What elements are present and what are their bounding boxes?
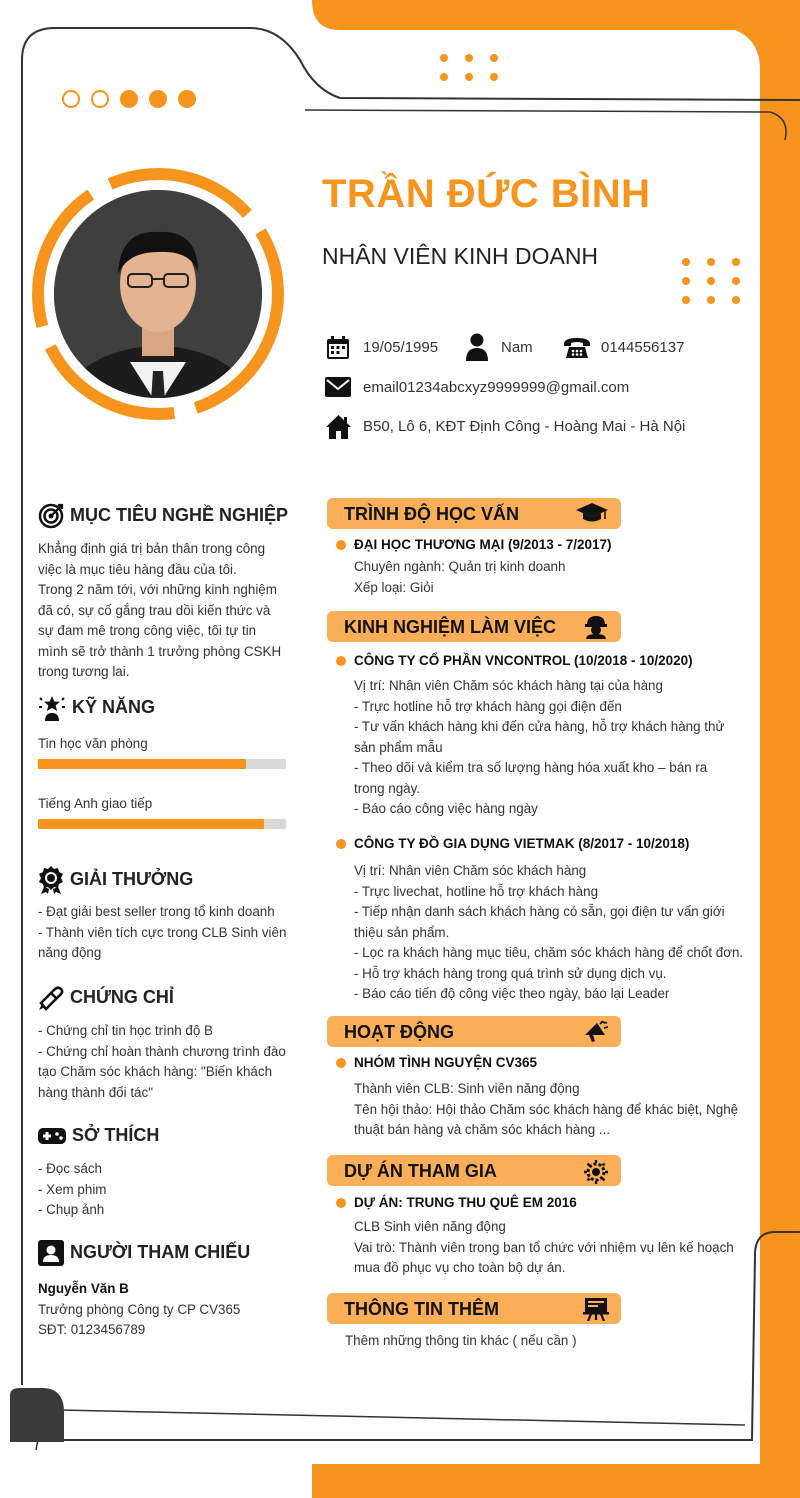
skill-bar-fill (38, 819, 264, 829)
certificates-text (38, 1021, 293, 1103)
skill-bar (38, 819, 286, 829)
project-line: CLB Sinh viên năng động (354, 1219, 506, 1234)
gear-brain-icon (583, 1159, 609, 1185)
objective-line: đã có, sự cố gắng trau dồi kiến thức và (38, 602, 271, 618)
worker-icon (583, 615, 609, 639)
objective-line: mình sẽ trở thành 1 trưởng phòng CSKH (38, 643, 282, 659)
hobby-line: - Đọc sách (38, 1161, 102, 1176)
experience-section-header (327, 611, 621, 642)
person-icon (466, 333, 488, 361)
reference-title: NGƯỜI THAM CHIẾU (70, 1241, 251, 1262)
envelope-icon (325, 377, 351, 397)
certificate-line: - Chứng chỉ hoàn thành chương trình đào (38, 1043, 286, 1059)
activity-line: thuật bán hàng và chăm sóc khách hàng ... (354, 1122, 611, 1137)
presentation-board-icon (583, 1297, 609, 1321)
certificate-line: - Chứng chỉ tin học trình độ B (38, 1023, 213, 1038)
certificate-line: hàng thành đối tác" (38, 1084, 153, 1100)
activities-title: HOẠT ĐỘNG (344, 1022, 454, 1042)
awards-title: GIẢI THƯỞNG (70, 868, 194, 889)
job-line: thiệu sản phẩm. (354, 924, 450, 940)
star-person-icon (38, 695, 66, 721)
awards-text (38, 902, 293, 964)
objective-line: việc là mục tiêu hàng đầu của tôi. (38, 561, 237, 577)
job-entry-title: CÔNG TY CỔ PHẦN VNCONTROL (10/2018 - 10/2020) (354, 653, 693, 668)
objective-line: Khẳng định giá trị bản thân trong công (38, 541, 266, 556)
reference-name: Nguyễn Văn B (38, 1281, 129, 1296)
job-line: - Tư vấn khách hàng khi đến cửa hàng, hỗ trợ khách hàng thử (354, 719, 725, 734)
graduation-cap-icon (575, 502, 609, 524)
skill-bar (38, 759, 286, 769)
job-line: Vị trí: Nhân viên Chăm sóc khách hàng tại của hàng (354, 678, 663, 693)
skill-label: Tin học văn phòng (38, 736, 148, 751)
gamepad-icon (38, 1126, 66, 1146)
activity-line: Thành viên CLB: Sinh viên năng động (354, 1081, 580, 1096)
award-line: - Thành viên tích cực trong CLB Sinh viên (38, 924, 287, 940)
education-text (354, 557, 764, 598)
contact-card-icon (38, 1240, 64, 1266)
projects-title: DỰ ÁN THAM GIA (344, 1161, 497, 1181)
job-line: - Báo cáo công việc hàng ngày (354, 801, 538, 816)
timeline-dot (336, 1058, 346, 1068)
target-icon (38, 503, 64, 529)
objective-line: trong tương lai. (38, 664, 130, 679)
activity-entry-title: NHÓM TÌNH NGUYỆN CV365 (354, 1055, 538, 1070)
job-line: - Báo cáo tiến độ công việc theo ngày, báo lại Leader (354, 986, 670, 1001)
reference-heading (38, 1240, 250, 1266)
medal-icon (38, 866, 64, 894)
job-line: trong ngày. (354, 780, 421, 796)
job-entry-text (354, 861, 764, 1005)
skill-bar-fill (38, 759, 246, 769)
gender: Nam (501, 339, 533, 356)
education-section-header (327, 498, 621, 529)
timeline-dot (336, 656, 346, 666)
project-line: mua đồ phục vụ cho toàn bộ dự án. (354, 1260, 566, 1275)
home-icon (325, 414, 352, 440)
activity-text (354, 1079, 764, 1141)
job-line: - Lọc ra khách hàng mục tiêu, chăm sóc khách hàng để chốt đơn. (354, 945, 744, 960)
more-info-text: Thêm những thông tin khác ( nếu cần ) (345, 1333, 577, 1348)
activity-line: Tên hội thảo: Hội thảo Chăm sóc khách hàng để khác biệt, Nghệ (354, 1101, 739, 1117)
megaphone-icon (583, 1020, 609, 1044)
address: B50, Lô 6, KĐT Định Công - Hoàng Mai - Hà Nội (363, 418, 686, 435)
hobby-line: - Chụp ảnh (38, 1202, 105, 1217)
objective-title: MỤC TIÊU NGHỀ NGHIỆP (70, 504, 289, 525)
job-entry-text (354, 676, 764, 820)
more-info-title: THÔNG TIN THÊM (344, 1299, 499, 1319)
certificates-title: CHỨNG CHỈ (70, 986, 174, 1007)
timeline-dot (336, 540, 346, 550)
timeline-dot (336, 1198, 346, 1208)
hobbies-text (38, 1159, 293, 1221)
objective-line: sự đam mê trong công việc, tôi tự tin (38, 623, 257, 638)
skill-label: Tiếng Anh giao tiếp (38, 796, 153, 811)
calendar-icon (326, 336, 350, 360)
award-line: năng động (38, 945, 102, 960)
phone-icon (563, 336, 591, 360)
education-title: TRÌNH ĐỘ HỌC VẤN (344, 504, 519, 524)
project-text (354, 1217, 764, 1279)
job-line: Vị trí: Nhân viên Chăm sóc khách hàng (354, 863, 587, 878)
projects-section-header (327, 1155, 621, 1186)
email-address[interactable]: email01234abcxyz9999999@gmail.com (363, 379, 630, 396)
job-line: - Tiếp nhận danh sách khách hàng có sẵn, gọi điện tư vấn giới (354, 904, 725, 919)
job-entry-title: CÔNG TY ĐỒ GIA DỤNG VIETMAK (8/2017 - 10/2018) (354, 836, 690, 851)
education-entry-title: ĐẠI HỌC THƯƠNG MẠI (9/2013 - 7/2017) (354, 537, 612, 552)
activities-section-header (327, 1016, 621, 1047)
certificates-heading (38, 985, 174, 1011)
job-title: NHÂN VIÊN KINH DOANH (322, 243, 599, 269)
award-line: - Đạt giải best seller trong tổ kinh doanh (38, 904, 275, 919)
awards-heading (38, 866, 193, 894)
avatar (30, 166, 286, 422)
reference-text (38, 1279, 293, 1341)
more-info-section-header (327, 1293, 621, 1324)
job-line: - Hỗ trợ khách hàng trong quá trình sử dụng dịch vụ. (354, 965, 667, 981)
experience-title: KINH NGHIỆM LÀM VIỆC (344, 617, 557, 637)
phone-number: 0144556137 (601, 339, 685, 356)
project-line: Vai trò: Thành viên trong ban tổ chức với nhiệm vụ lên kế hoạch (354, 1239, 734, 1255)
candidate-name: TRẦN ĐỨC BÌNH (322, 172, 651, 216)
project-entry-title: DỰ ÁN: TRUNG THU QUÊ EM 2016 (354, 1195, 577, 1210)
timeline-dot (336, 839, 346, 849)
objective-text (38, 539, 293, 683)
certificate-icon (38, 985, 64, 1011)
job-line: - Trực hotline hỗ trợ khách hàng gọi điện đến (354, 698, 622, 714)
job-line: - Theo dõi và kiểm tra số lượng hàng hóa xuất kho – bán ra (354, 760, 708, 775)
birthday: 19/05/1995 (363, 339, 439, 356)
objective-heading (38, 503, 288, 529)
education-line: Xếp loại: Giỏi (354, 579, 434, 595)
objective-line: Trong 2 năm tới, với những kinh nghiệm (38, 582, 277, 597)
reference-line: SĐT: 0123456789 (38, 1322, 146, 1337)
job-line: sản phẩm mẫu (354, 739, 443, 755)
hobby-line: - Xem phim (38, 1181, 107, 1197)
education-line: Chuyên ngành: Quản trị kinh doanh (354, 559, 566, 574)
hobbies-title: SỞ THÍCH (72, 1125, 160, 1145)
job-line: - Trực livechat, hotline hỗ trợ khách hàng (354, 883, 599, 899)
skills-heading (38, 695, 155, 721)
certificate-line: tạo Chăm sóc khách hàng: "Biến khách (38, 1064, 273, 1079)
skills-title: KỸ NĂNG (72, 696, 156, 717)
reference-line: Trưởng phòng Công ty CP CV365 (38, 1301, 241, 1317)
hobbies-heading (38, 1125, 159, 1146)
